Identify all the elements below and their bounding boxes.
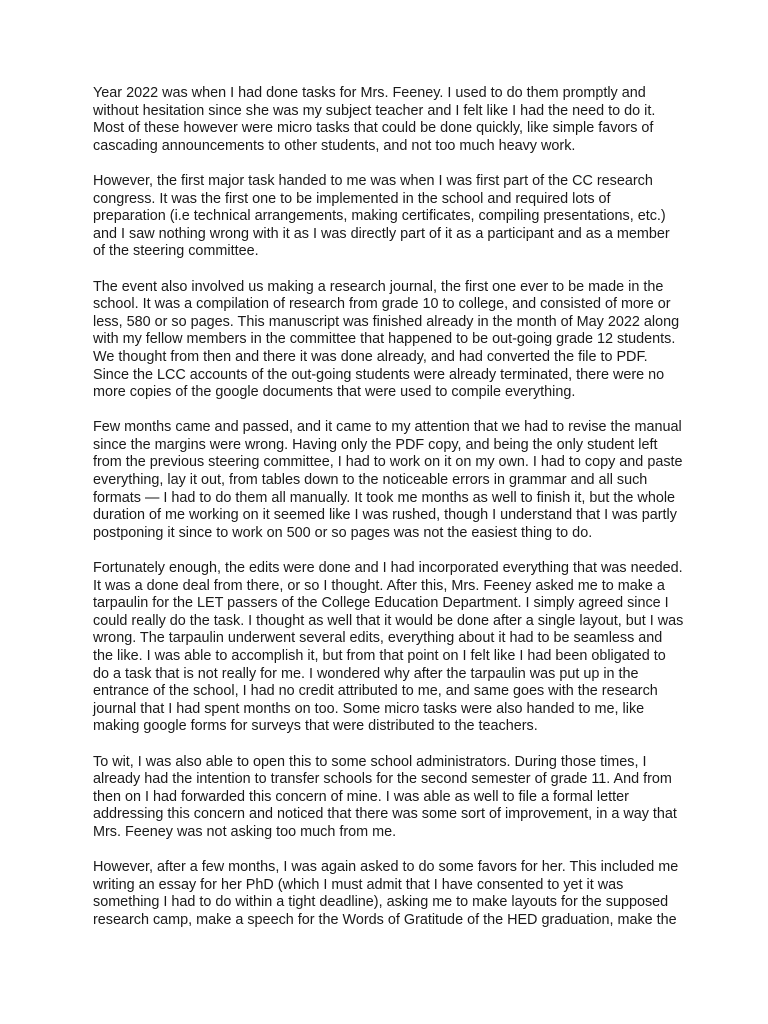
text-line: Since the LCC accounts of the out-going students were already terminated, there were no [93,366,665,383]
text-line: research camp, make a speech for the Words of Gratitude of the HED graduation, make the [93,911,677,928]
text-line: congress. It was the first one to be implemented in the school and required lots of [93,190,611,207]
text-line: To wit, I was also able to open this to some school administrators. During those times, I [93,753,647,770]
paragraph-3 [93,279,683,402]
text-line: However, the first major task handed to me was when I was first part of the CC research [93,172,653,189]
text-line: and I saw nothing wrong with it as I was directly part of it as a participant and as a member [93,225,670,242]
text-line: entrance of the school, I had no credit attributed to me, and same goes with the research [93,683,658,700]
text-line: journal that I had spent months on too. Some micro tasks were also handed to me, like [93,700,645,717]
paragraph-2 [93,173,683,261]
text-line: Year 2022 was when I had done tasks for Mrs. Feeney. I used to do them promptly and [93,85,646,101]
document-body [93,85,683,930]
text-line: preparation (i.e technical arrangements, making certificates, compiling presentations, etc.) [93,208,666,225]
text-line: addressing this concern and noticed that there was some sort of improvement, in a way that [93,806,677,823]
paragraph-1 [93,85,683,155]
text-line: of the steering committee. [93,243,259,260]
text-line: then on I had forwarded this concern of mine. I was able as well to file a formal letter [93,788,629,805]
text-line: cascading announcements to other students, and not too much heavy work. [93,137,576,154]
text-line: writing an essay for her PhD (which I must admit that I have consented to yet it was [93,876,624,893]
text-line: with my fellow members in the committee that happened to be out-going grade 12 students. [93,331,676,348]
paragraph-5 [93,560,683,736]
text-line: Mrs. Feeney was not asking too much from me. [93,823,397,840]
text-line: The event also involved us making a research journal, the first one ever to be made in the [93,278,664,295]
text-line: formats — I had to do them all manually. It took me months as well to finish it, but the whole [93,489,676,506]
text-line: tarpaulin for the LET passers of the College Education Department. I simply agreed since I [93,595,669,612]
text-line: making google forms for surveys that were distributed to the teachers. [93,718,538,735]
text-line: something I had to do within a tight deadline), asking me to make layouts for the supposed [93,894,669,911]
paragraph-7 [93,859,683,929]
text-line: do a task that is not really for me. I wondered why after the tarpaulin was put up in the [93,665,639,682]
text-line: It was a done deal from there, or so I thought. After this, Mrs. Feeney asked me to make a [93,577,665,594]
text-line: school. It was a compilation of research from grade 10 to college, and consisted of more or [93,296,671,313]
text-line: duration of me working on it seemed like I was rushed, though I understand that I was partly [93,507,677,524]
text-line: We thought from then and there it was done already, and had converted the file to PDF. [93,348,648,365]
text-line: already had the intention to transfer schools for the second semester of grade 11. And from [93,771,672,788]
text-line: postponing it since to work on 500 or so pages was not the easiest thing to do. [93,524,593,541]
text-line: However, after a few months, I was again asked to do some favors for her. This included me [93,859,679,876]
text-line: more copies of the google documents that were used to compile everything. [93,384,576,401]
paragraph-4 [93,419,683,542]
paragraph-6 [93,754,683,842]
text-line: Few months came and passed, and it came to my attention that we had to revise the manual [93,419,682,436]
text-line: wrong. The tarpaulin underwent several edits, everything about it had to be seamless and [93,630,663,647]
text-line: could really do the task. I thought as well that it would be done after a single layout, but I was [93,612,684,629]
text-line: since the margins were wrong. Having only the PDF copy, and being the only student left [93,436,658,453]
text-line: Most of these however were micro tasks that could be done quickly, like simple favors of [93,120,654,137]
text-line: from the previous steering committee, I had to work on it on my own. I had to copy and paste [93,454,683,471]
text-line: the like. I was able to accomplish it, but from that point on I felt like I had been obligated to [93,648,666,664]
text-line: everything, lay it out, from tables down to the noticeable errors in grammar and all such [93,472,648,489]
text-line: without hesitation since she was my subject teacher and I felt like I had the need to do it. [93,102,656,119]
text-line: less, 580 or so pages. This manuscript was finished already in the month of May 2022 along [93,313,680,330]
text-line: Fortunately enough, the edits were done and I had incorporated everything that was needed. [93,560,683,577]
